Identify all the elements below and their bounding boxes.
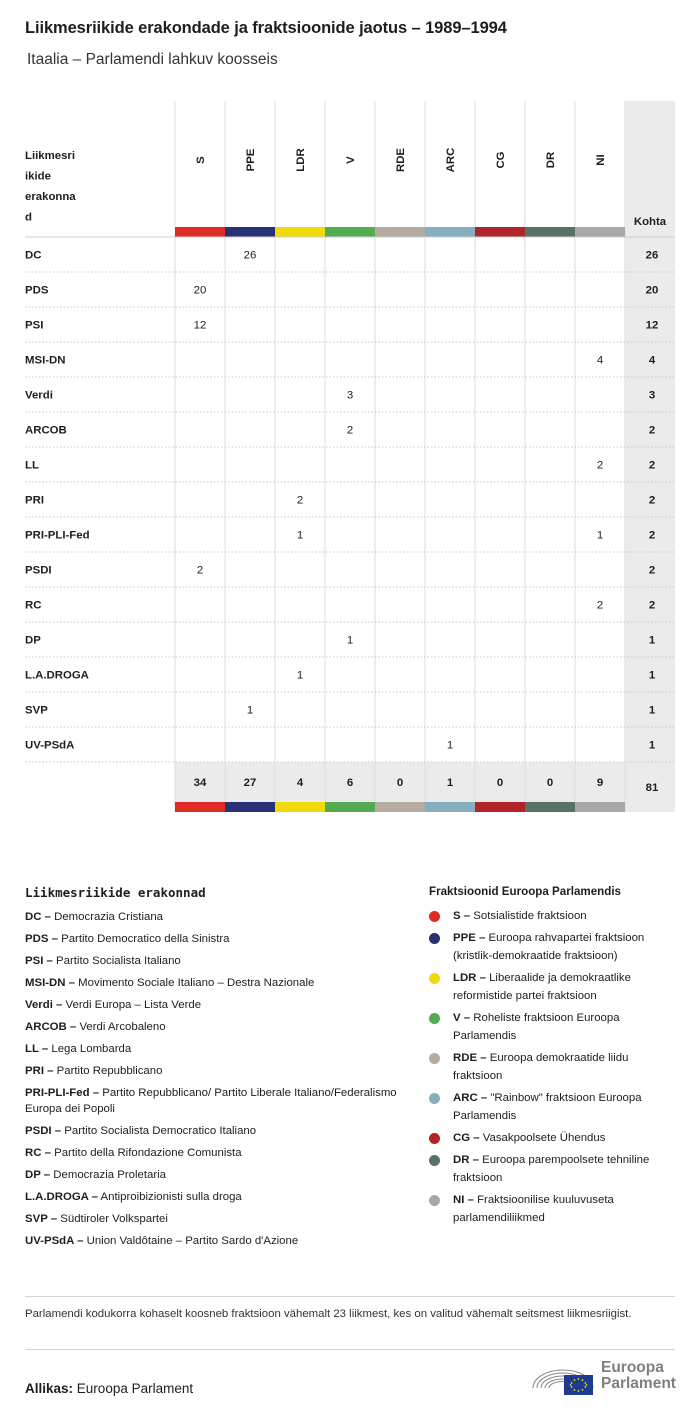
party-code: PRI – [25,1065,54,1077]
party-legend-item [25,1211,405,1227]
table-cell: 2 [196,564,204,577]
group-legend-item [429,1129,674,1147]
party-name: Antiproibizionisti sulla droga [100,1191,242,1203]
party-name: Verdi Arcobaleno [79,1021,166,1033]
party-name: Partito Repubblicano/ Partito Liberale Italiano/Federalismo Europa dei Popoli [25,1087,397,1115]
row-label: DP [25,634,41,647]
party-name: Partito Socialista Democratico Italiano [64,1125,257,1137]
table-cell: 3 [346,389,354,402]
column-color-bar-bottom [475,802,525,812]
party-code: MSI-DN – [25,977,75,989]
party-code: PDS – [25,933,58,945]
column-header-cg: CG [495,151,507,169]
group-code: LDR – [453,972,486,984]
page-title: Liikmesriikide erakondade ja fraktsioonide jaotus – 1989–1994 [25,19,507,37]
table-cell: 2 [296,494,304,507]
group-code: RDE – [453,1052,487,1064]
group-name: Euroopa parempoolsete tehniline fraktsioon [453,1154,650,1184]
party-legend-item [25,1019,405,1035]
row-header-label: d [25,211,32,224]
row-label: SVP [25,704,48,717]
party-legend-item [25,1085,405,1117]
column-color-bar-bottom [175,802,225,812]
party-legend-item [25,1189,405,1205]
party-code: DC – [25,911,51,923]
party-code: SVP – [25,1213,58,1225]
column-color-bar-top [375,227,425,237]
column-color-bar-bottom [225,802,275,812]
column-color-bar-top [425,227,475,237]
party-code: ARCOB – [25,1021,77,1033]
row-header-label: ikide [25,170,51,183]
column-header-ppe: PPE [245,148,257,172]
party-legend-item [25,975,405,991]
group-color-dot [429,1013,440,1024]
party-name: Südtiroler Volkspartei [60,1213,168,1225]
group-name: Euroopa rahvapartei fraktsioon (kristlik-demokraatide fraktsioon) [453,932,645,962]
source-line [25,1381,193,1396]
row-total: 4 [648,354,656,367]
row-total: 2 [648,529,656,542]
column-total: 0 [496,777,504,789]
row-total: 2 [648,494,656,507]
row-label: PRI [25,494,44,507]
row-header-label: Liikmesri [25,150,76,162]
row-header-label: erakonna [25,191,76,203]
row-label: Verdi [25,389,53,402]
group-color-dot [429,911,440,922]
group-legend-item [429,1191,674,1227]
row-label: L.A.DROGA [25,669,89,682]
column-color-bar-top [275,227,325,237]
column-header-arc: ARC [445,147,457,173]
source-value: Euroopa Parlament [76,1381,194,1396]
column-color-bar-bottom [275,802,325,812]
source-label: Allikas: [25,1381,74,1396]
column-color-bar-bottom [525,802,575,812]
column-header-dr: DR [545,151,557,169]
table-cell: 26 [243,249,257,262]
row-total: 1 [648,669,656,682]
party-name: Partito Democratico della Sinistra [61,933,230,945]
table-cell: 20 [193,284,207,297]
table-cell: 1 [346,634,354,647]
party-legend-item [25,1063,405,1079]
row-total: 2 [648,564,656,577]
party-legend-item [25,909,405,925]
group-legend-item [429,929,674,965]
column-color-bar-top [475,227,525,237]
row-total: 2 [648,599,656,612]
group-color-dot [429,1093,440,1104]
column-color-bar-bottom [375,802,425,812]
table-cell: 4 [596,354,604,367]
party-code: PRI-PLI-Fed – [25,1087,100,1099]
party-name: Democrazia Cristiana [54,911,164,923]
party-code: Verdi – [25,999,63,1011]
table-cell: 2 [346,424,354,437]
column-total: 9 [596,777,604,789]
group-name: Sotsialistide fraktsioon [473,910,587,922]
party-legend-item [25,931,405,947]
group-name: Roheliste fraktsioon Euroopa Parlamendis [453,1012,620,1042]
group-code: PPE – [453,932,486,944]
column-total: 0 [546,777,554,789]
row-total: 26 [645,249,659,262]
party-legend-item [25,1145,405,1161]
group-color-dot [429,933,440,944]
column-color-bar-top [575,227,625,237]
grand-total: 81 [645,782,659,794]
column-header-s: S [195,156,207,164]
group-legend-title: Fraktsioonid Euroopa Parlamendis [429,885,621,898]
column-total: 1 [446,777,454,789]
table-cell: 1 [246,704,254,717]
logo-line1: Euroopa [601,1359,664,1376]
row-total: 2 [648,459,656,472]
column-header-rde: RDE [395,147,407,173]
row-label: ARCOB [25,424,67,437]
column-total: 34 [193,777,207,789]
row-total: 1 [648,704,656,717]
column-total: 6 [346,777,354,789]
row-label: RC [25,599,42,612]
table-cell: 2 [596,459,604,472]
group-name: "Rainbow" fraktsioon Euroopa Parlamendis [453,1092,642,1122]
group-legend [429,885,674,1231]
table-cell: 1 [296,529,304,542]
table-cell: 1 [596,529,604,542]
row-label: PSDI [25,564,52,577]
column-color-bar-top [175,227,225,237]
column-color-bar-bottom [575,802,625,812]
party-name: Verdi Europa – Lista Verde [65,999,202,1011]
row-label: UV-PSdA [25,739,75,752]
divider [25,1349,675,1350]
row-total: 20 [645,284,659,297]
row-total: 2 [648,424,656,437]
row-label: MSI-DN [25,354,66,367]
party-name: Partito Repubblicano [56,1065,163,1077]
group-color-dot [429,1195,440,1206]
column-color-bar-bottom [425,802,475,812]
column-color-bar-bottom [325,802,375,812]
logo-text [601,1360,676,1392]
column-total: 4 [296,777,304,789]
group-color-dot [429,1133,440,1144]
party-name: Partito della Rifondazione Comunista [54,1147,242,1159]
logo-line2: Parlament [601,1375,676,1392]
group-code: DR – [453,1154,479,1166]
group-legend-item [429,1151,674,1187]
row-label: PDS [25,284,49,297]
column-color-bar-top [325,227,375,237]
divider [25,1296,675,1297]
column-header-ni: NI [595,154,607,166]
row-total: 1 [648,739,656,752]
row-label: LL [25,459,39,472]
party-legend-title: Liikmesriikide erakonnad [25,885,206,900]
table-cell: 2 [596,599,604,612]
party-name: Democrazia Proletaria [53,1169,166,1181]
group-code: CG – [453,1132,480,1144]
column-header-v: V [345,156,357,164]
party-code: LL – [25,1043,49,1055]
column-color-bar-top [525,227,575,237]
footnote: Parlamendi kodukorra kohaselt koosneb fraktsioon vähemalt 23 liikmest, kes on valitud vähemalt seitsmest liikmesriigist. [25,1308,632,1320]
column-total: 27 [243,777,257,789]
party-legend-item [25,997,405,1013]
group-code: S – [453,910,471,922]
group-legend-item [429,969,674,1005]
group-legend-item [429,1089,674,1125]
party-code: DP – [25,1169,51,1181]
party-legend-item [25,953,405,969]
party-name: Lega Lombarda [51,1043,132,1055]
group-legend-item [429,1009,674,1045]
group-code: NI – [453,1194,474,1206]
table-cell: 12 [193,319,207,332]
party-code: RC – [25,1147,51,1159]
party-code: PSDI – [25,1125,62,1137]
group-color-dot [429,1155,440,1166]
total-header-label: Kohta [633,216,667,228]
group-color-dot [429,973,440,984]
group-code: V – [453,1012,471,1024]
column-color-bar-top [225,227,275,237]
group-name: Euroopa demokraatide liidu fraktsioon [453,1052,629,1082]
party-name: Union Valdôtaine – Partito Sardo d'Azione [86,1235,299,1247]
table-cell: 1 [446,739,454,752]
row-total: 1 [648,634,656,647]
group-legend-item [429,907,674,925]
row-label: DC [25,249,42,262]
row-label: PRI-PLI-Fed [25,529,90,542]
row-total: 3 [648,389,656,402]
row-total: 12 [645,319,659,332]
page-subtitle: Itaalia – Parlamendi lahkuv koosseis [27,51,278,68]
party-code: L.A.DROGA – [25,1191,98,1203]
party-code: PSI – [25,955,53,967]
group-code: ARC – [453,1092,488,1104]
group-name: Fraktsioonilise kuuluvuseta parlamendiliikmed [453,1194,614,1224]
group-name: Liberaalide ja demokraatlike reformistide partei fraktsioon [453,972,631,1002]
party-legend-item [25,1233,405,1249]
ep-logo [531,1358,681,1398]
row-label: PSI [25,319,44,332]
party-legend [25,885,405,1255]
party-legend-item [25,1123,405,1139]
party-code: UV-PSdA – [25,1235,84,1247]
party-name: Partito Socialista Italiano [56,955,181,967]
group-color-dot [429,1053,440,1064]
party-legend-item [25,1167,405,1183]
party-legend-item [25,1041,405,1057]
column-header-ldr: LDR [295,148,307,172]
group-name: Vasakpoolsete Ühendus [482,1132,606,1144]
hemicycle-flag-icon [531,1358,597,1398]
group-legend-item [429,1049,674,1085]
table-cell: 1 [296,669,304,682]
column-total: 0 [396,777,404,789]
party-name: Movimento Sociale Italiano – Destra Nazionale [78,977,315,989]
